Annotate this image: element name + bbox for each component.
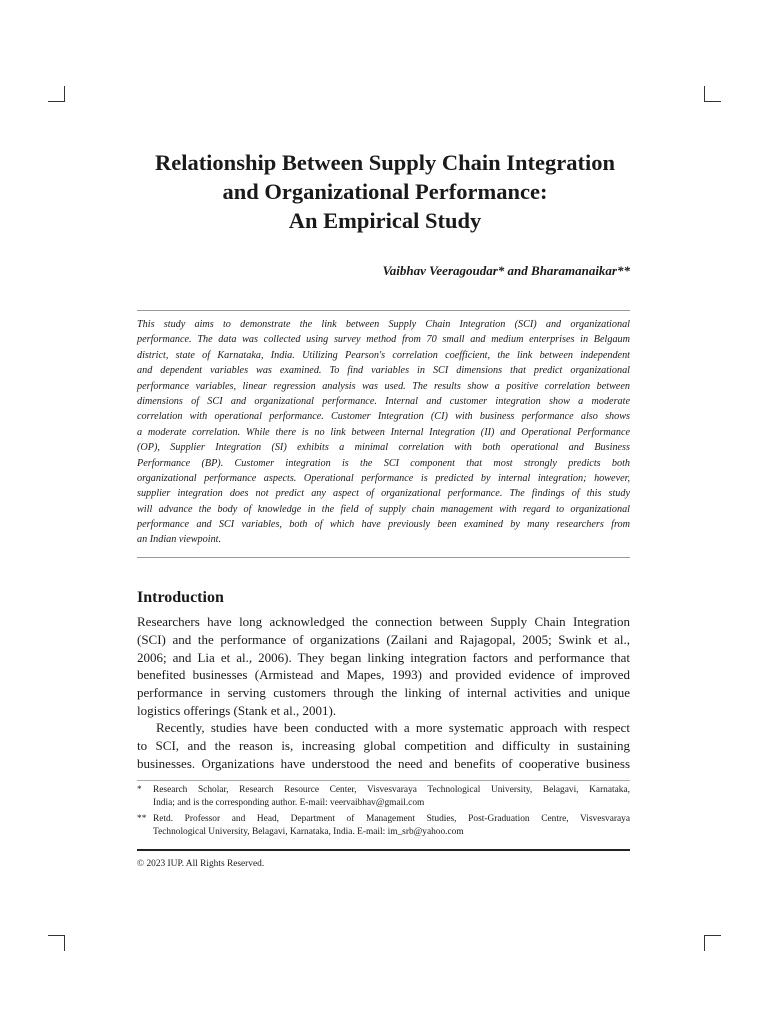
abstract-line: performance and SCI variables, both of which have previously been examined by many researchers from [137,519,630,531]
abstract-bottom-rule [137,557,630,558]
body-line: businesses. Organizations have understood the need and benefits of cooperative business [137,755,630,771]
abstract-line: performance variables, linear regression analysis was used. The results show a positive correlation between [137,380,630,392]
footnote-author-2 [137,813,630,838]
abstract-line: (OP), Supplier Integration (SI) exhibits a minimal correlation with both operational and Business [137,442,630,454]
author-line: Vaibhav Veeragoudar* and Bharamanaikar** [382,263,630,278]
body-line: 2006; and Lia et al., 2006). They began linking integration factors and performance that [137,649,630,665]
abstract-line: performance. The data was collected using survey method from 70 small and medium enterprises in Belgaum [137,334,630,346]
abstract-top-rule [137,310,630,311]
abstract-line: supplier integration does not predict any aspect of organizational performance. The findings of this study [137,488,630,500]
abstract-line: correlation with operational performance. Customer Integration (CI) with business performance also shows [137,411,630,423]
abstract [137,317,630,548]
crop-mark-bottom-right-horizontal [704,935,721,936]
paper-title-line: Relationship Between Supply Chain Integration [154,150,616,175]
paper-title-line: An Empirical Study [288,208,482,233]
paper-title [100,148,670,235]
intro-paragraph-1 [137,613,630,720]
body-line: performance in serving customers through the linking of internal activities and unique [137,685,630,701]
crop-mark-bottom-right-vertical [704,935,705,951]
abstract-line: Performance (BP). Customer integration is the SCI component that most strongly predicts both [137,457,630,469]
body-line: benefited businesses (Armistead and Mapes, 1993) and provided evidence of improved [137,667,630,683]
footnote-marker: * [137,785,142,795]
abstract-line: a moderate correlation. While there is no link between Internal Integration (II) and Operational Performance [137,426,630,438]
body-line: (SCI) and the performance of organizations (Zailani and Rajagopal, 2005; Swink et al., [137,631,630,647]
abstract-line: This study aims to demonstrate the link between Supply Chain Integration (SCI) and organizational [137,319,630,330]
abstract-line: and dependent variables was examined. To find variables in SCI dimensions that predict organizational [137,365,630,377]
intro-paragraph-2 [137,719,630,772]
body-line: Researchers have long acknowledged the connection between Supply Chain Integration [137,614,630,629]
crop-mark-top-left-horizontal [48,101,65,102]
section-heading-introduction: Introduction [137,589,224,606]
body-line: logistics offerings (Stank et al., 2001). [137,702,337,718]
crop-mark-top-right-vertical [704,86,705,102]
copyright-rule [137,849,630,851]
abstract-line: dimensions of SCI and organizational performance. Internal and customer integration show a moderate [137,395,630,407]
footnote-line: Technological University, Belagavi, Karnataka, India. E-mail: im_srb@yahoo.com [153,826,464,837]
abstract-line: district, state of Karnataka, India. Utilizing Pearson's correlation coefficient, the link between independent [137,349,630,361]
footnote-line: Research Scholar, Research Resource Center, Visvesvaraya Technological University, Belagavi, Karnataka, [153,785,630,795]
crop-mark-top-right-horizontal [704,101,721,102]
crop-mark-bottom-left-horizontal [48,935,65,936]
abstract-line: organizational performance aspects. Operational performance is predicted by internal integration; however, [137,472,630,484]
paper-title-line: and Organizational Performance: [222,179,548,204]
footnote-line: Retd. Professor and Head, Department of Management Studies, Post-Graduation Centre, Visvesvaraya [153,814,630,825]
abstract-line: will advance the body of knowledge in the field of supply chain management with regard to organizational [137,503,630,515]
footnote-line: India; and is the corresponding author. E-mail: veervaibhav@gmail.com [153,797,425,808]
footnote-marker: ** [137,814,147,825]
body-line: Recently, studies have been conducted with a more systematic approach with respect [156,720,630,735]
crop-mark-bottom-left-vertical [64,935,65,951]
crop-mark-top-left-vertical [64,86,65,102]
footnote-author-1 [137,784,630,809]
abstract-line: an Indian viewpoint. [137,534,222,546]
copyright-notice: © 2023 IUP. All Rights Reserved. [137,859,265,869]
footnote-separator-rule [137,780,630,781]
body-line: to SCI, and the reason is, increasing global competition and difficulty in sustaining [137,737,630,753]
footnotes [137,784,630,838]
